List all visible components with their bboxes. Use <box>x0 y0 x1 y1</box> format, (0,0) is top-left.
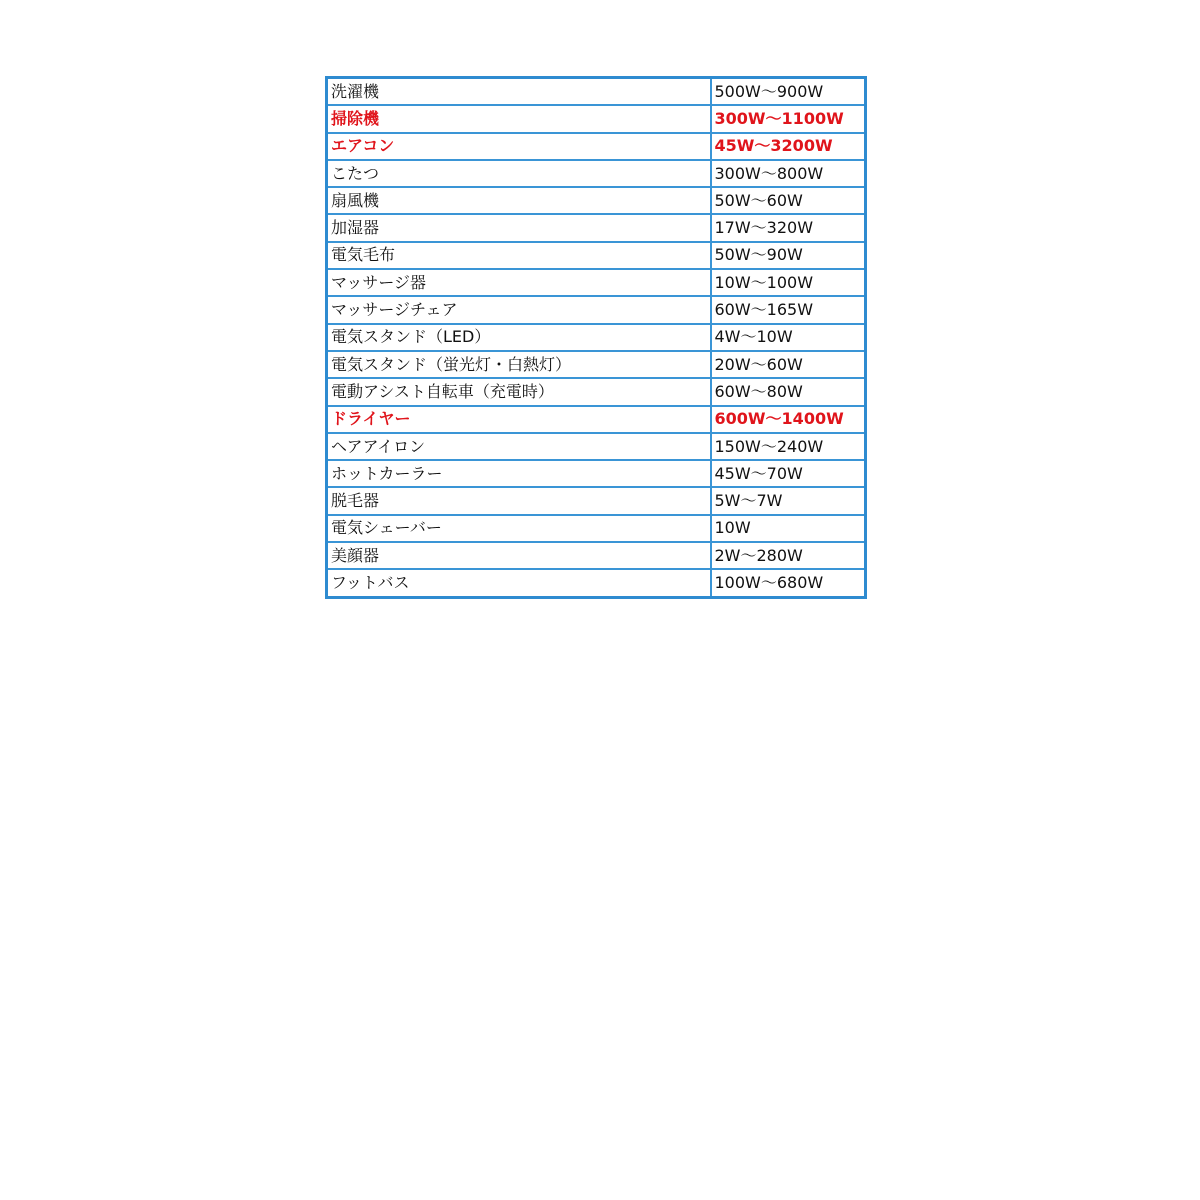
appliance-name-cell: 美顔器 <box>327 542 711 569</box>
wattage-cell: 300W～800W <box>711 160 866 187</box>
table-row <box>327 296 866 323</box>
table-row <box>327 515 866 542</box>
appliance-name-cell: 電気スタンド（蛍光灯・白熱灯） <box>327 351 711 378</box>
table-row <box>327 133 866 160</box>
appliance-name-cell: フットバス <box>327 569 711 597</box>
table-row <box>327 214 866 241</box>
table-row <box>327 378 866 405</box>
appliance-name-cell: 電動アシスト自転車（充電時） <box>327 378 711 405</box>
appliance-name-cell: 洗濯機 <box>327 78 711 106</box>
table-row <box>327 242 866 269</box>
wattage-cell: 5W～7W <box>711 487 866 514</box>
wattage-cell: 60W～80W <box>711 378 866 405</box>
table-row <box>327 433 866 460</box>
wattage-cell: 4W～10W <box>711 324 866 351</box>
wattage-cell: 100W～680W <box>711 569 866 597</box>
appliance-name-cell: こたつ <box>327 160 711 187</box>
table-row <box>327 78 866 106</box>
wattage-cell: 60W～165W <box>711 296 866 323</box>
appliance-name-cell: ホットカーラー <box>327 460 711 487</box>
appliance-name-cell: 掃除機 <box>327 105 711 132</box>
wattage-cell: 20W～60W <box>711 351 866 378</box>
wattage-cell: 50W～90W <box>711 242 866 269</box>
table-row <box>327 460 866 487</box>
wattage-cell: 45W～70W <box>711 460 866 487</box>
table-row <box>327 160 866 187</box>
appliance-name-cell: マッサージチェア <box>327 296 711 323</box>
table-row <box>327 569 866 597</box>
wattage-cell: 10W～100W <box>711 269 866 296</box>
table-body <box>327 78 866 598</box>
table-row <box>327 542 866 569</box>
wattage-cell: 300W～1100W <box>711 105 866 132</box>
appliance-name-cell: マッサージ器 <box>327 269 711 296</box>
wattage-cell: 2W～280W <box>711 542 866 569</box>
appliance-name-cell: ドライヤー <box>327 406 711 433</box>
wattage-cell: 17W～320W <box>711 214 866 241</box>
appliance-name-cell: 扇風機 <box>327 187 711 214</box>
appliance-name-cell: 電気毛布 <box>327 242 711 269</box>
appliance-name-cell: 脱毛器 <box>327 487 711 514</box>
table-row <box>327 487 866 514</box>
wattage-cell: 10W <box>711 515 866 542</box>
wattage-cell: 45W～3200W <box>711 133 866 160</box>
table-row <box>327 324 866 351</box>
appliance-name-cell: 加湿器 <box>327 214 711 241</box>
table-row <box>327 187 866 214</box>
wattage-cell: 600W～1400W <box>711 406 866 433</box>
table-row <box>327 351 866 378</box>
appliance-name-cell: ヘアアイロン <box>327 433 711 460</box>
appliance-name-cell: 電気スタンド（LED） <box>327 324 711 351</box>
appliance-name-cell: エアコン <box>327 133 711 160</box>
appliance-wattage-table <box>325 76 867 599</box>
wattage-cell: 150W～240W <box>711 433 866 460</box>
table-row <box>327 406 866 433</box>
wattage-cell: 50W～60W <box>711 187 866 214</box>
table-row <box>327 105 866 132</box>
table-row <box>327 269 866 296</box>
wattage-cell: 500W～900W <box>711 78 866 106</box>
appliance-name-cell: 電気シェーバー <box>327 515 711 542</box>
